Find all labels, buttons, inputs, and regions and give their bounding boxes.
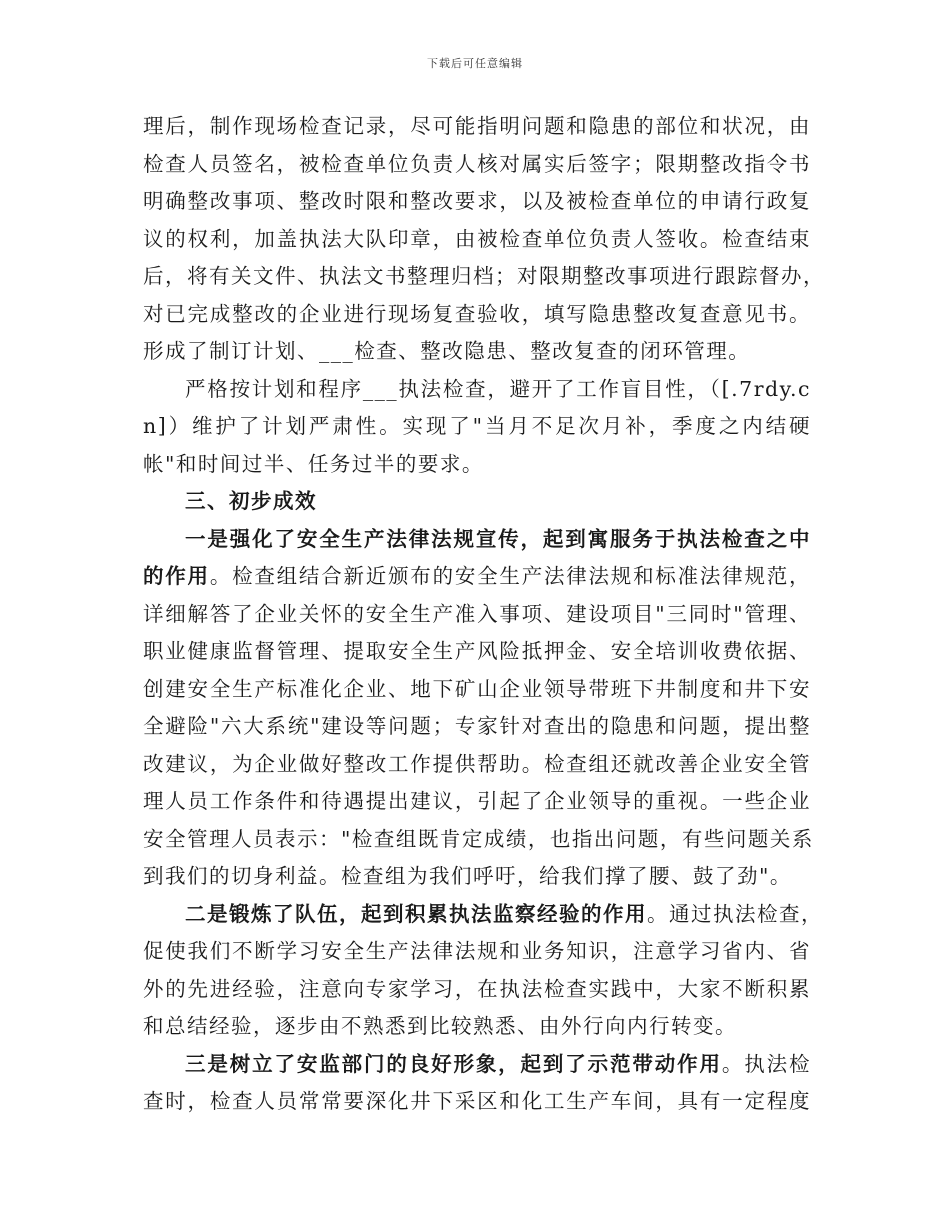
- bold-lead: 的作用: [143, 564, 210, 588]
- text-line: 职业健康监督管理、提取安全生产风险抵押金、安全培训收费依据、: [143, 639, 811, 663]
- text-line: [143, 558, 811, 596]
- text-run: 。执法检: [721, 1051, 812, 1076]
- text-line: 议的权利，加盖执法大队印章，由被检查单位负责人签收。检查结束: [143, 226, 811, 251]
- text-line: 形成了制订计划、___检查、整改隐患、整改复查的闭环管理。: [143, 339, 751, 363]
- paragraph-procedure: [143, 108, 825, 371]
- page-header: 下载后可任意编辑: [427, 57, 523, 70]
- text-line: 和总结经验，逐步由不熟悉到比较熟悉、由外行向内行转变。: [143, 1014, 737, 1038]
- bold-lead: 二是锻炼了队伍，起到积累执法监察经验的作用: [185, 901, 647, 926]
- text-line: [143, 896, 823, 934]
- text-line: 对已完成整改的企业进行现场复查验收，填写隐患整改复查意见书。: [143, 301, 811, 326]
- text-line: 检查人员签名，被检查单位负责人核对属实后签字；限期整改指令书: [143, 151, 811, 176]
- text-run: 。通过执法检查，: [647, 901, 823, 926]
- text-run: 。检查组结合新近颁布的安全生产法律法规和标准法律规范，: [209, 564, 811, 588]
- bold-lead: 一是强化了安全生产法律法规宣传，起到寓服务于执法检查之中: [185, 526, 811, 551]
- text-line: 改建议，为企业做好整改工作提供帮助。检查组还就改善企业安全管: [143, 751, 811, 776]
- paragraph-plan: [143, 371, 811, 484]
- text-line: 后，将有关文件、执法文书整理归档；对限期整改事项进行跟踪督办，: [143, 264, 825, 288]
- document-body: [143, 108, 825, 1121]
- text-line: 理人员工作条件和待遇提出建议，引起了企业领导的重视。一些企业: [143, 789, 811, 813]
- section-heading: 三、初步成效: [185, 489, 317, 513]
- paragraph-result-1: [143, 521, 814, 896]
- text-line: 明确整改事项、整改时限和整改要求，以及被检查单位的申请行政复: [143, 189, 811, 213]
- text-line: 详细解答了企业关怀的安全生产准入事项、建设项目"三同时"管理、: [143, 601, 811, 626]
- text-line: 查时，检查人员常常要深化井下采区和化工生产车间，具有一定程度: [143, 1089, 811, 1113]
- paragraph-result-2: [143, 896, 823, 1046]
- text-line: [143, 1046, 811, 1084]
- text-line: 理后，制作现场检查记录，尽可能指明问题和隐患的部位和状况，由: [143, 114, 811, 138]
- text-line: 到我们的切身利益。检查组为我们呼吁，给我们撑了腰、鼓了劲"。: [143, 864, 792, 888]
- text-line: 创建安全生产标准化企业、地下矿山企业领导带班下井制度和井下安: [143, 676, 811, 701]
- paragraph-result-3: [143, 1046, 811, 1121]
- text-line: 安全管理人员表示："检查组既肯定成绩，也指出问题，有些问题关系: [143, 826, 814, 851]
- bold-lead: 三是树立了安监部门的良好形象，起到了示范带动作用: [185, 1051, 722, 1076]
- text-line: 外的先进经验，注意向专家学习，在执法检查实践中，大家不断积累: [143, 976, 811, 1001]
- text-line: n]）维护了计划严肃性。实现了"当月不足次月补，季度之内结硬: [143, 414, 811, 438]
- text-line: 帐"和时间过半、任务过半的要求。: [143, 451, 484, 476]
- text-line: 全避险"六大系统"建设等问题；专家针对查出的隐患和问题，提出整: [143, 714, 811, 738]
- text-line: 严格按计划和程序___执法检查，避开了工作盲目性，（[.7rdy.c: [185, 376, 811, 401]
- text-line: 促使我们不断学习安全生产法律法规和业务知识，注意学习省内、省: [143, 939, 811, 963]
